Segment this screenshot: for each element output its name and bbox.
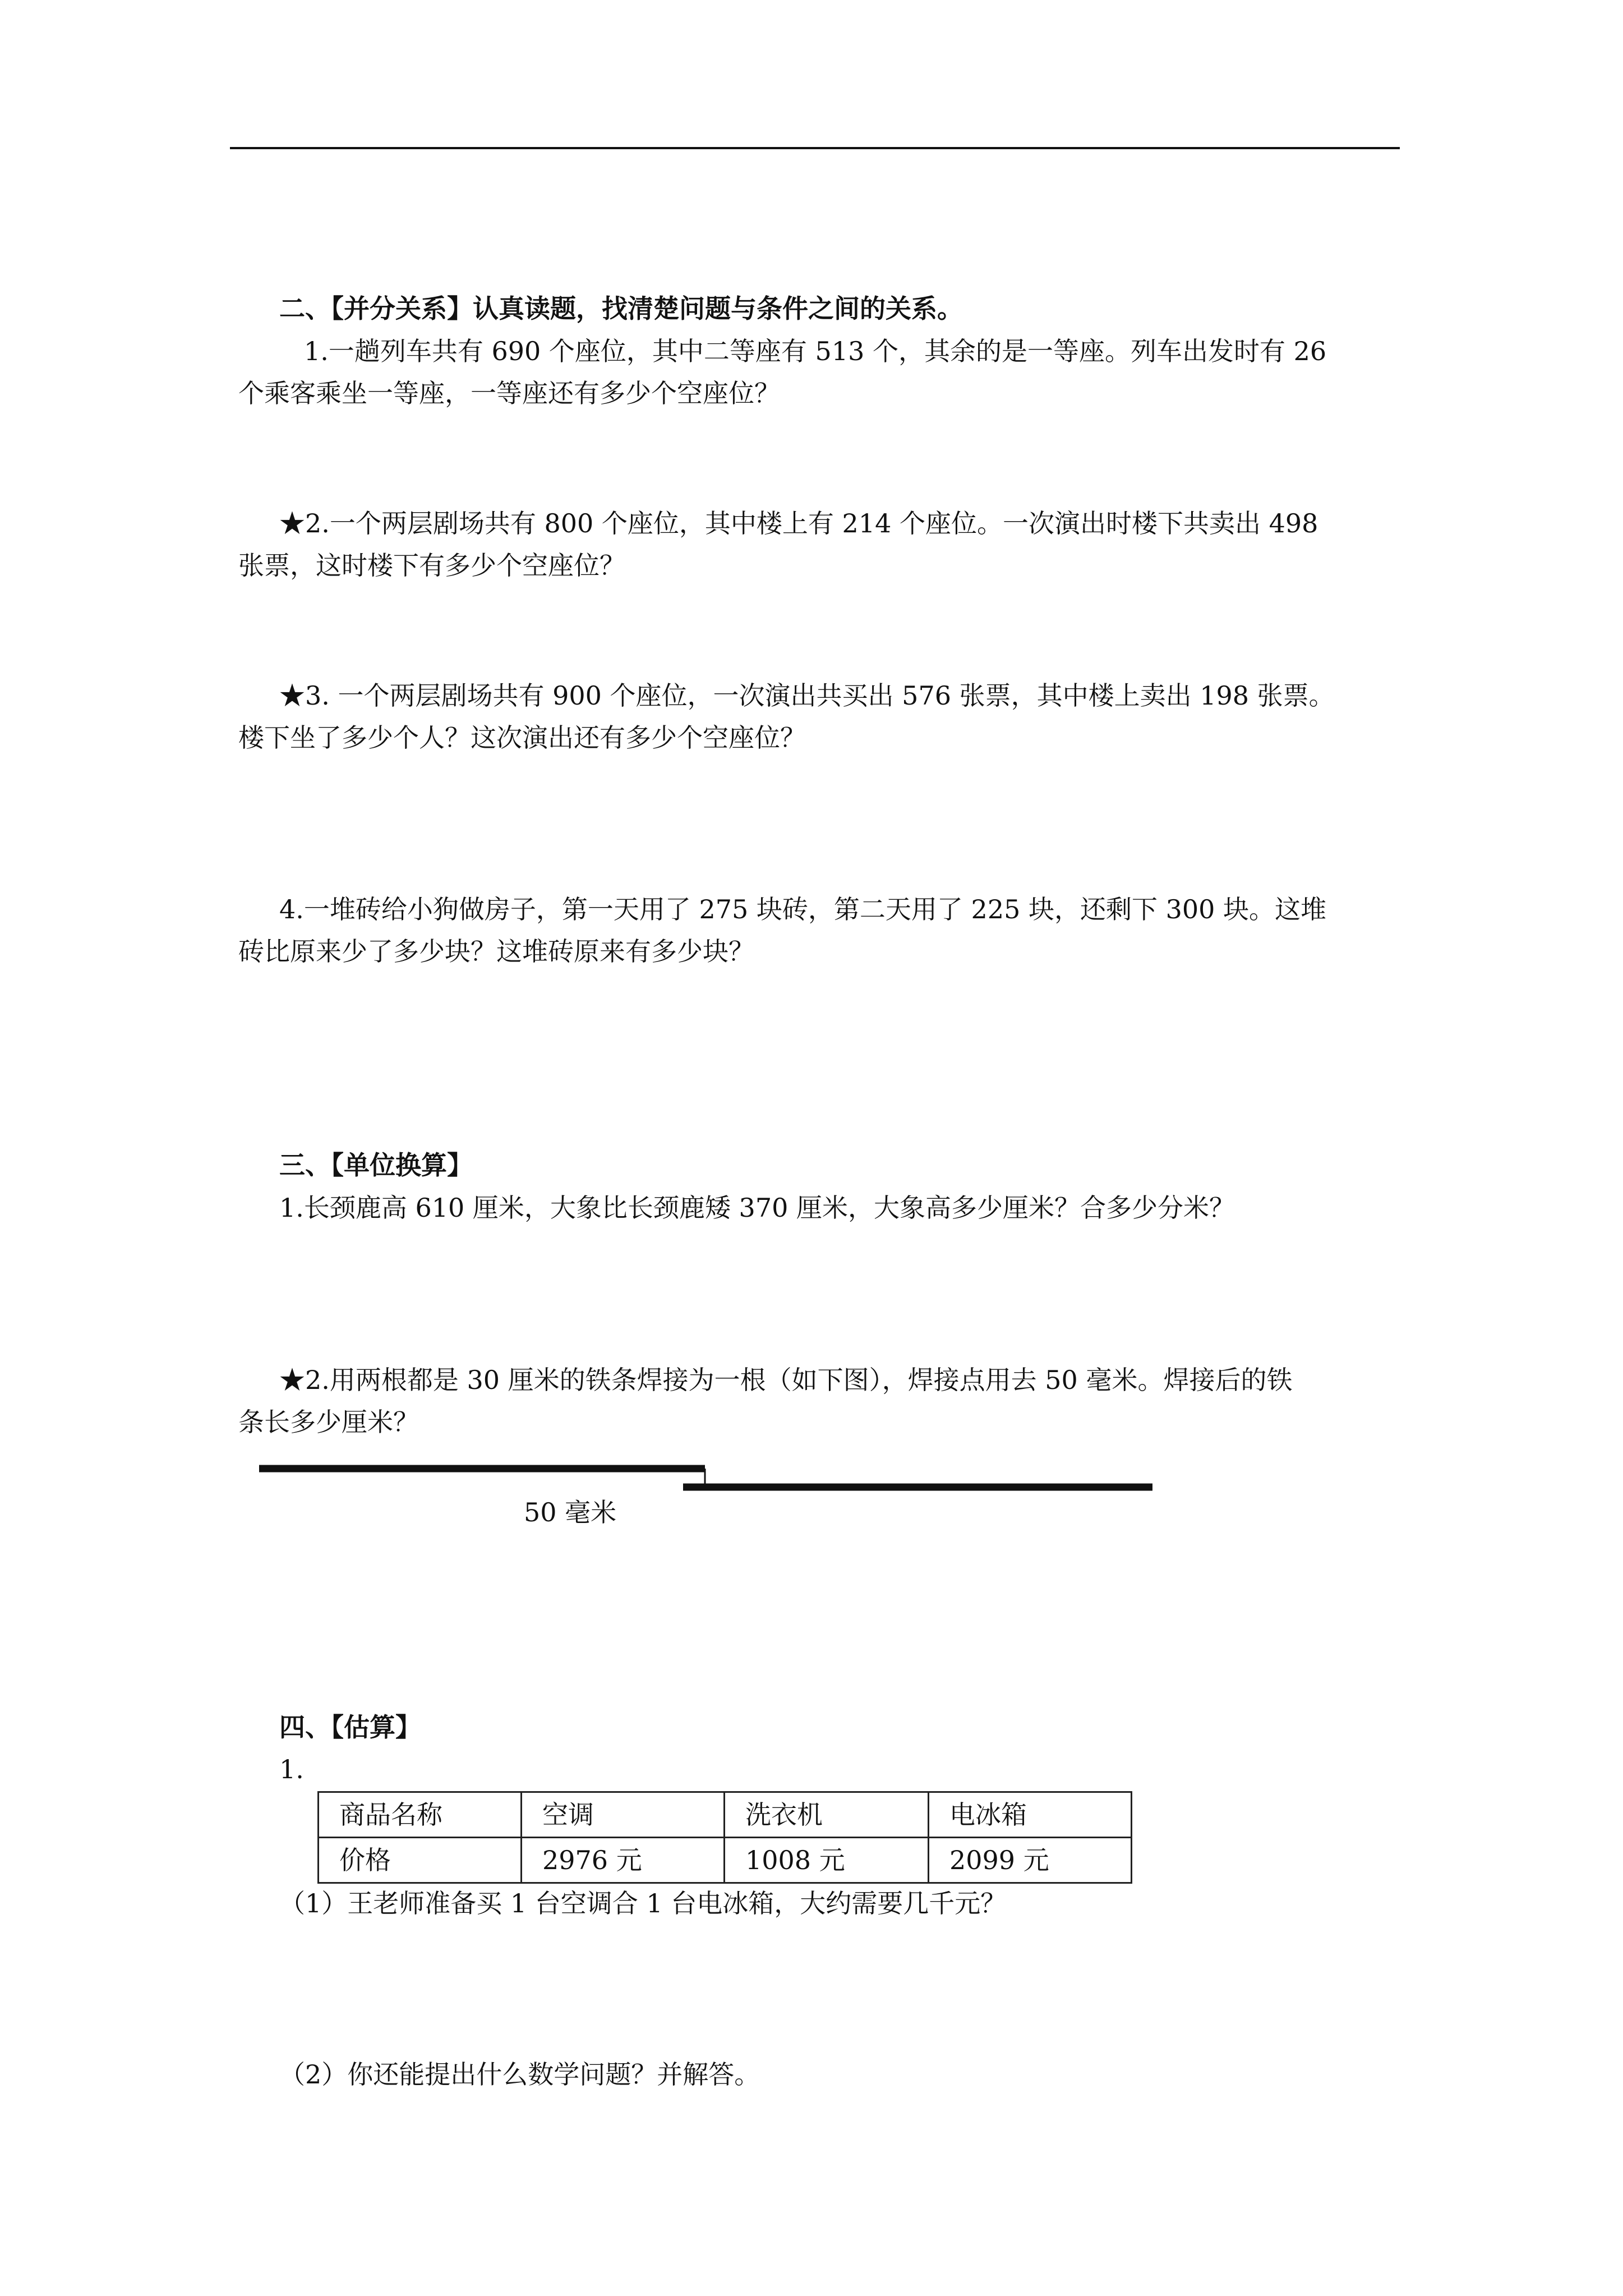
s2-q1-line1: 1.一趟列车共有 690 个座位，其中二等座有 513 个，其余的是一等座。列车出发时有 26 bbox=[304, 336, 1327, 366]
s4-item-number: 1. bbox=[279, 1754, 304, 1784]
s3-q1: 1.长颈鹿高 610 厘米，大象比长颈鹿矮 370 厘米，大象高多少厘米？合多少分米？ bbox=[279, 1193, 1235, 1223]
table-cell: 2099 元 bbox=[929, 1838, 1132, 1883]
table-cell: 1008 元 bbox=[725, 1838, 929, 1883]
s4-sub2: （2）你还能提出什么数学问题？并解答。 bbox=[279, 2059, 760, 2090]
table-cell: 价格 bbox=[319, 1838, 522, 1883]
s2-q1-line2: 个乘客乘坐一等座，一等座还有多少个空座位？ bbox=[238, 378, 780, 408]
price-table bbox=[317, 1791, 1132, 1884]
s3-q2-line2: 条长多少厘米？ bbox=[238, 1407, 419, 1437]
section4-heading: 四、【估算】 bbox=[279, 1712, 421, 1742]
table-cell: 电冰箱 bbox=[929, 1792, 1132, 1838]
weld-length-label: 50 毫米 bbox=[524, 1497, 617, 1527]
section3-heading: 三、【单位换算】 bbox=[279, 1150, 473, 1180]
s2-q4-line1: 4.一堆砖给小狗做房子，第一天用了 275 块砖，第二天用了 225 块，还剩下 300 块。这堆 bbox=[279, 894, 1327, 924]
s2-q2-line2: 张票，这时楼下有多少个空座位？ bbox=[238, 550, 625, 581]
table-cell: 空调 bbox=[522, 1792, 725, 1838]
table-cell: 洗衣机 bbox=[725, 1792, 929, 1838]
table-cell: 商品名称 bbox=[319, 1792, 522, 1838]
s4-sub1: （1）王老师准备买 1 台空调合 1 台电冰箱，大约需要几千元？ bbox=[279, 1888, 1007, 1918]
table-row bbox=[319, 1792, 1132, 1838]
section2-heading: 二、【并分关系】认真读题，找清楚问题与条件之间的关系。 bbox=[279, 293, 963, 324]
s2-q3-line1: ★3. 一个两层剧场共有 900 个座位，一次演出共买出 576 张票，其中楼上卖出 198 张票。 bbox=[279, 680, 1335, 711]
s2-q2-line1: ★2.一个两层剧场共有 800 个座位，其中楼上有 214 个座位。一次演出时楼下共卖出 498 bbox=[279, 508, 1318, 539]
table-row bbox=[319, 1838, 1132, 1883]
s2-q3-line2: 楼下坐了多少个人？这次演出还有多少个空座位？ bbox=[238, 723, 806, 753]
s3-q2-line1: ★2.用两根都是 30 厘米的铁条焊接为一根（如下图），焊接点用去 50 毫米。焊接后的铁 bbox=[279, 1365, 1293, 1395]
s2-q4-line2: 砖比原来少了多少块？这堆砖原来有多少块？ bbox=[238, 936, 754, 967]
table-cell: 2976 元 bbox=[522, 1838, 725, 1883]
